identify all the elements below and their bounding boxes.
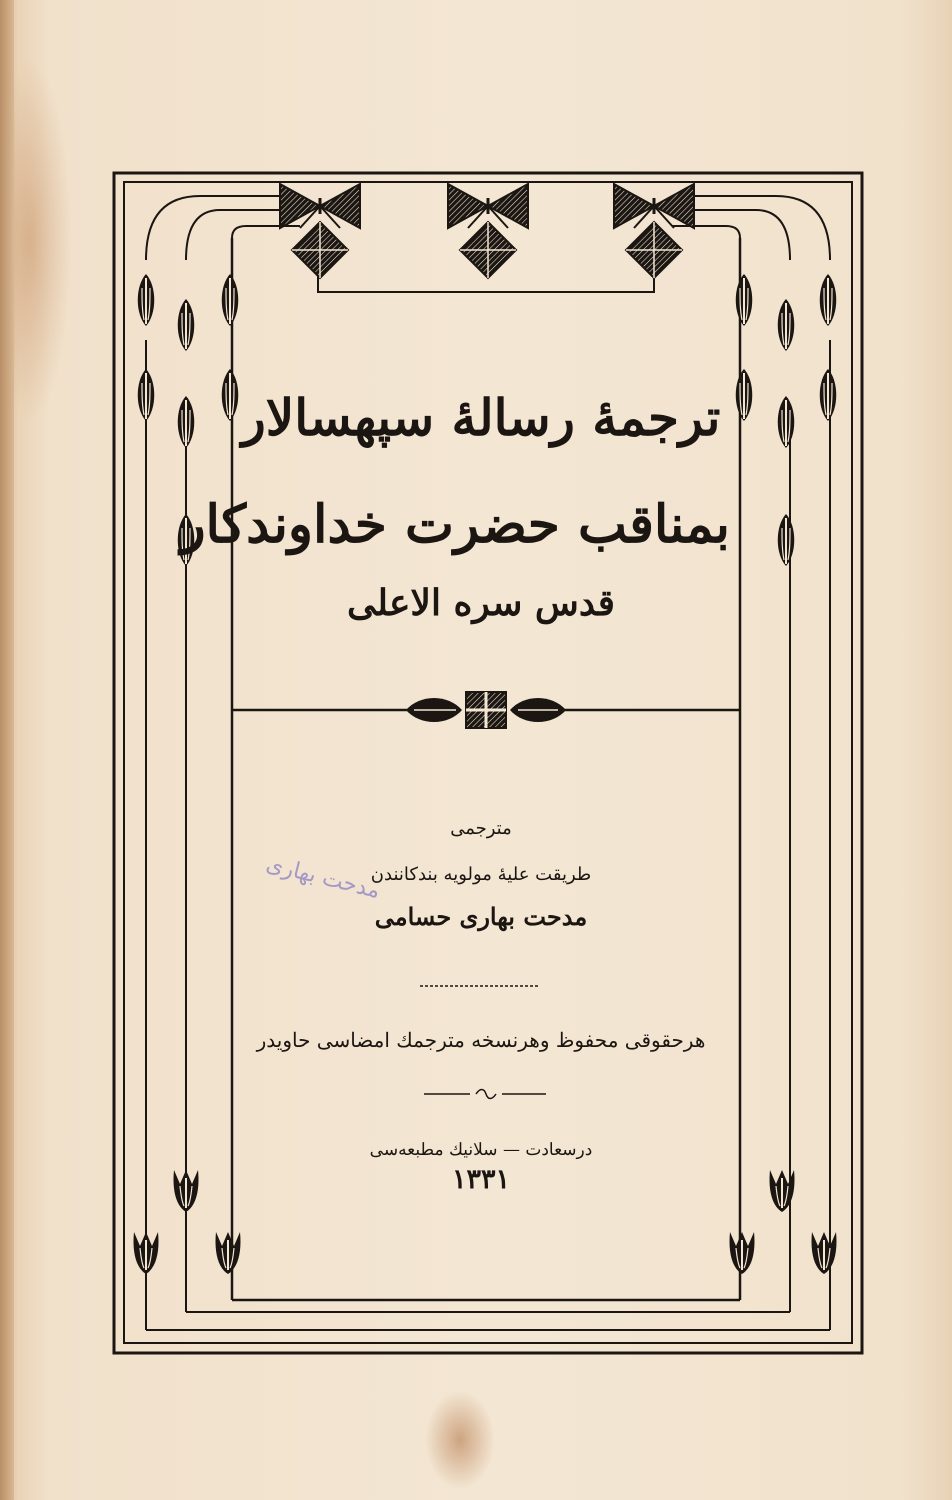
- ink-stamp-signature: مدحت بهاری: [263, 851, 383, 905]
- imprint-place-press: درسعادت — سلانیك مطبعه‌سی: [369, 1140, 593, 1160]
- title-line-3: قدس سره الاعلی: [347, 582, 615, 624]
- title-line-1: ترجمهٔ رسالهٔ سپهسالار: [241, 388, 721, 447]
- translator-order: طریقت علیهٔ مولویه بندکانندن: [370, 864, 592, 885]
- imprint-year: ١٣٣١: [451, 1164, 510, 1195]
- rights-notice: هرحقوقی محفوظ وهرنسخه مترجمك امضاسی حاویدر: [256, 1028, 706, 1052]
- title-line-2: بمناقب حضرت خداوندکار: [180, 494, 730, 555]
- translator-name: مدحت بهاری حسامی: [374, 902, 588, 931]
- translator-label: مترجمی: [450, 818, 512, 839]
